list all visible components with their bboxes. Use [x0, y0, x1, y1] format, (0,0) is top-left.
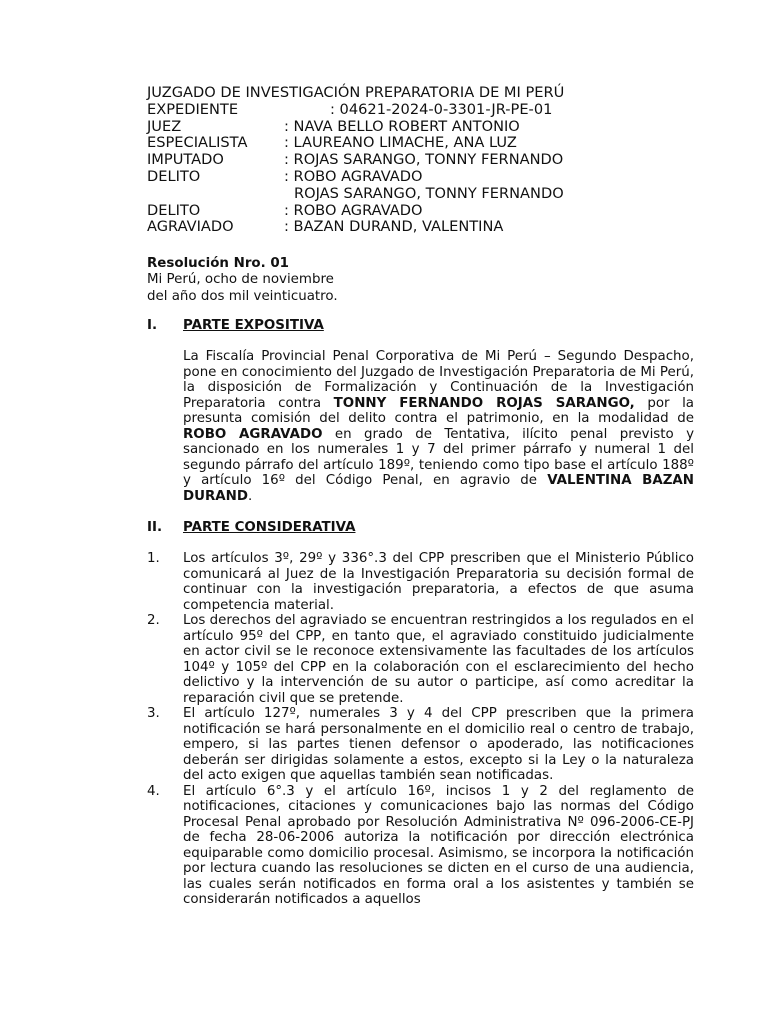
header-label: ESPECIALISTA: [147, 134, 248, 152]
header-row-expediente: [147, 102, 707, 119]
header-row-juez: [147, 119, 707, 136]
section-number: II.: [147, 520, 163, 535]
section-title: PARTE CONSIDERATIVA: [183, 520, 356, 535]
header-label: JUEZ: [147, 117, 182, 135]
victim-name: VALENTINA BAZAN DURAND: [183, 473, 694, 504]
considerations-list: [147, 551, 694, 908]
header-value: : LAUREANO LIMACHE, ANA LUZ: [284, 134, 517, 152]
list-item: [147, 551, 694, 613]
paragraph-text: en grado de Tentativa, ilícito penal previsto y sancionado en los numerales 1 y 7 del primer párrafo y numeral 1 del segundo párrafo del artículo 189º, teniendo como tipo base el artículo 188º y artículo 16º del Código Penal, en agravio de: [183, 426, 694, 488]
header-row-agraviado: [147, 219, 707, 236]
section-title: PARTE EXPOSITIVA: [183, 318, 324, 333]
header-value: : BAZAN DURAND, VALENTINA: [284, 218, 504, 236]
header-value: : NAVA BELLO ROBERT ANTONIO: [284, 117, 520, 135]
header-row-imputado-continued: [147, 186, 707, 203]
header-row-especialista: [147, 135, 707, 152]
accused-name: TONNY FERNANDO ROJAS SARANGO,: [333, 395, 635, 411]
list-item: [147, 706, 694, 784]
resolution-block: [147, 256, 707, 305]
list-item-number: 3.: [147, 706, 160, 721]
expositiva-paragraph: [183, 349, 694, 504]
list-item-text: El artículo 6°.3 y el artículo 16º, incisos 1 y 2 del reglamento de notificaciones, citaciones y comunicaciones bajo las normas del Código Procesal Penal aprobado por Resolución Administrativa Nº 096-2006-CE-PJ de fecha 28-06-2006 autoriza la notificación por dirección electrónica equiparable como domicilio procesal. Asimismo, se incorpora la notificación por lectura cuando las resoluciones se dicten en el curso de una audiencia, las cuales serán notificados en forma oral a los asistentes y también se considerarán notificados a aquellos: [183, 783, 694, 907]
court-title: JUZGADO DE INVESTIGACIÓN PREPARATORIA DE MI PERÚ: [147, 84, 565, 101]
header-value: ROJAS SARANGO, TONNY FERNANDO: [294, 184, 564, 202]
header-row-imputado: [147, 152, 707, 169]
list-item-number: 1.: [147, 551, 160, 566]
list-item: [147, 784, 694, 908]
list-item-number: 2.: [147, 613, 160, 628]
resolution-title: Resolución Nro. 01: [147, 256, 290, 271]
list-item-text: El artículo 127º, numerales 3 y 4 del CPP prescriben que la primera notificación se hará personalmente en el domicilio real o centro de trabajo, empero, si las partes tienen defensor o apoderado, las notificaciones deberán ser dirigidas solamente a estos, excepto si la Ley o la naturaleza del acto exigen que aquellas también sean notificadas.: [183, 706, 694, 783]
paragraph-text: por la presunta comisión del delito contra el patrimonio, en la modalidad de: [183, 395, 694, 426]
header-label: DELITO: [147, 167, 201, 185]
header-value: : ROBO AGRAVADO: [284, 201, 423, 219]
header-value: : ROJAS SARANGO, TONNY FERNANDO: [284, 151, 564, 169]
header-label: AGRAVIADO: [147, 218, 234, 236]
court-name: [147, 85, 707, 102]
header-label: EXPEDIENTE: [147, 100, 239, 118]
header-value: : ROBO AGRAVADO: [284, 167, 423, 185]
crime-name: ROBO AGRAVADO: [183, 426, 323, 442]
list-item: [147, 613, 694, 706]
header-label: IMPUTADO: [147, 151, 224, 169]
case-header: [147, 85, 707, 236]
header-label: DELITO: [147, 201, 201, 219]
header-row-delito: [147, 169, 707, 186]
section-number: I.: [147, 318, 158, 333]
list-item-text: Los derechos del agraviado se encuentran restringidos a los regulados en el artículo 95º del CPP, en tanto que, el agraviado constituido judicialmente en actor civil se le reconoce extensivamente las facultades de los artículos 104º y 105º del CPP en la colaboración con el esclarecimiento del hecho delictivo y la intervención de su autor o participe, así como acreditar la reparación civil que se pretende.: [183, 613, 694, 706]
header-value: : 04621-2024-0-3301-JR-PE-01: [330, 100, 553, 118]
header-row-delito-2: [147, 203, 707, 220]
paragraph-text: .: [248, 488, 253, 504]
resolution-date-line: Mi Perú, ocho de noviembre: [147, 272, 334, 288]
paragraph-text: La Fiscalía Provincial Penal Corporativa de Mi Perú – Segundo Despacho, pone en conocimiento del Juzgado de Investigación Preparatoria de Mi Perú, la disposición de Formalización y Continuación de la Investigación Preparatoria contra: [183, 349, 694, 411]
resolution-date-line: del año dos mil veinticuatro.: [147, 288, 338, 304]
list-item-text: Los artículos 3º, 29º y 336°.3 del CPP prescriben que el Ministerio Público comunicará al Juez de la Investigación Preparatoria su decisión formal de continuar con la investigación preparatoria, a efectos de que asuma competencia material.: [183, 551, 694, 613]
list-item-number: 4.: [147, 783, 160, 799]
